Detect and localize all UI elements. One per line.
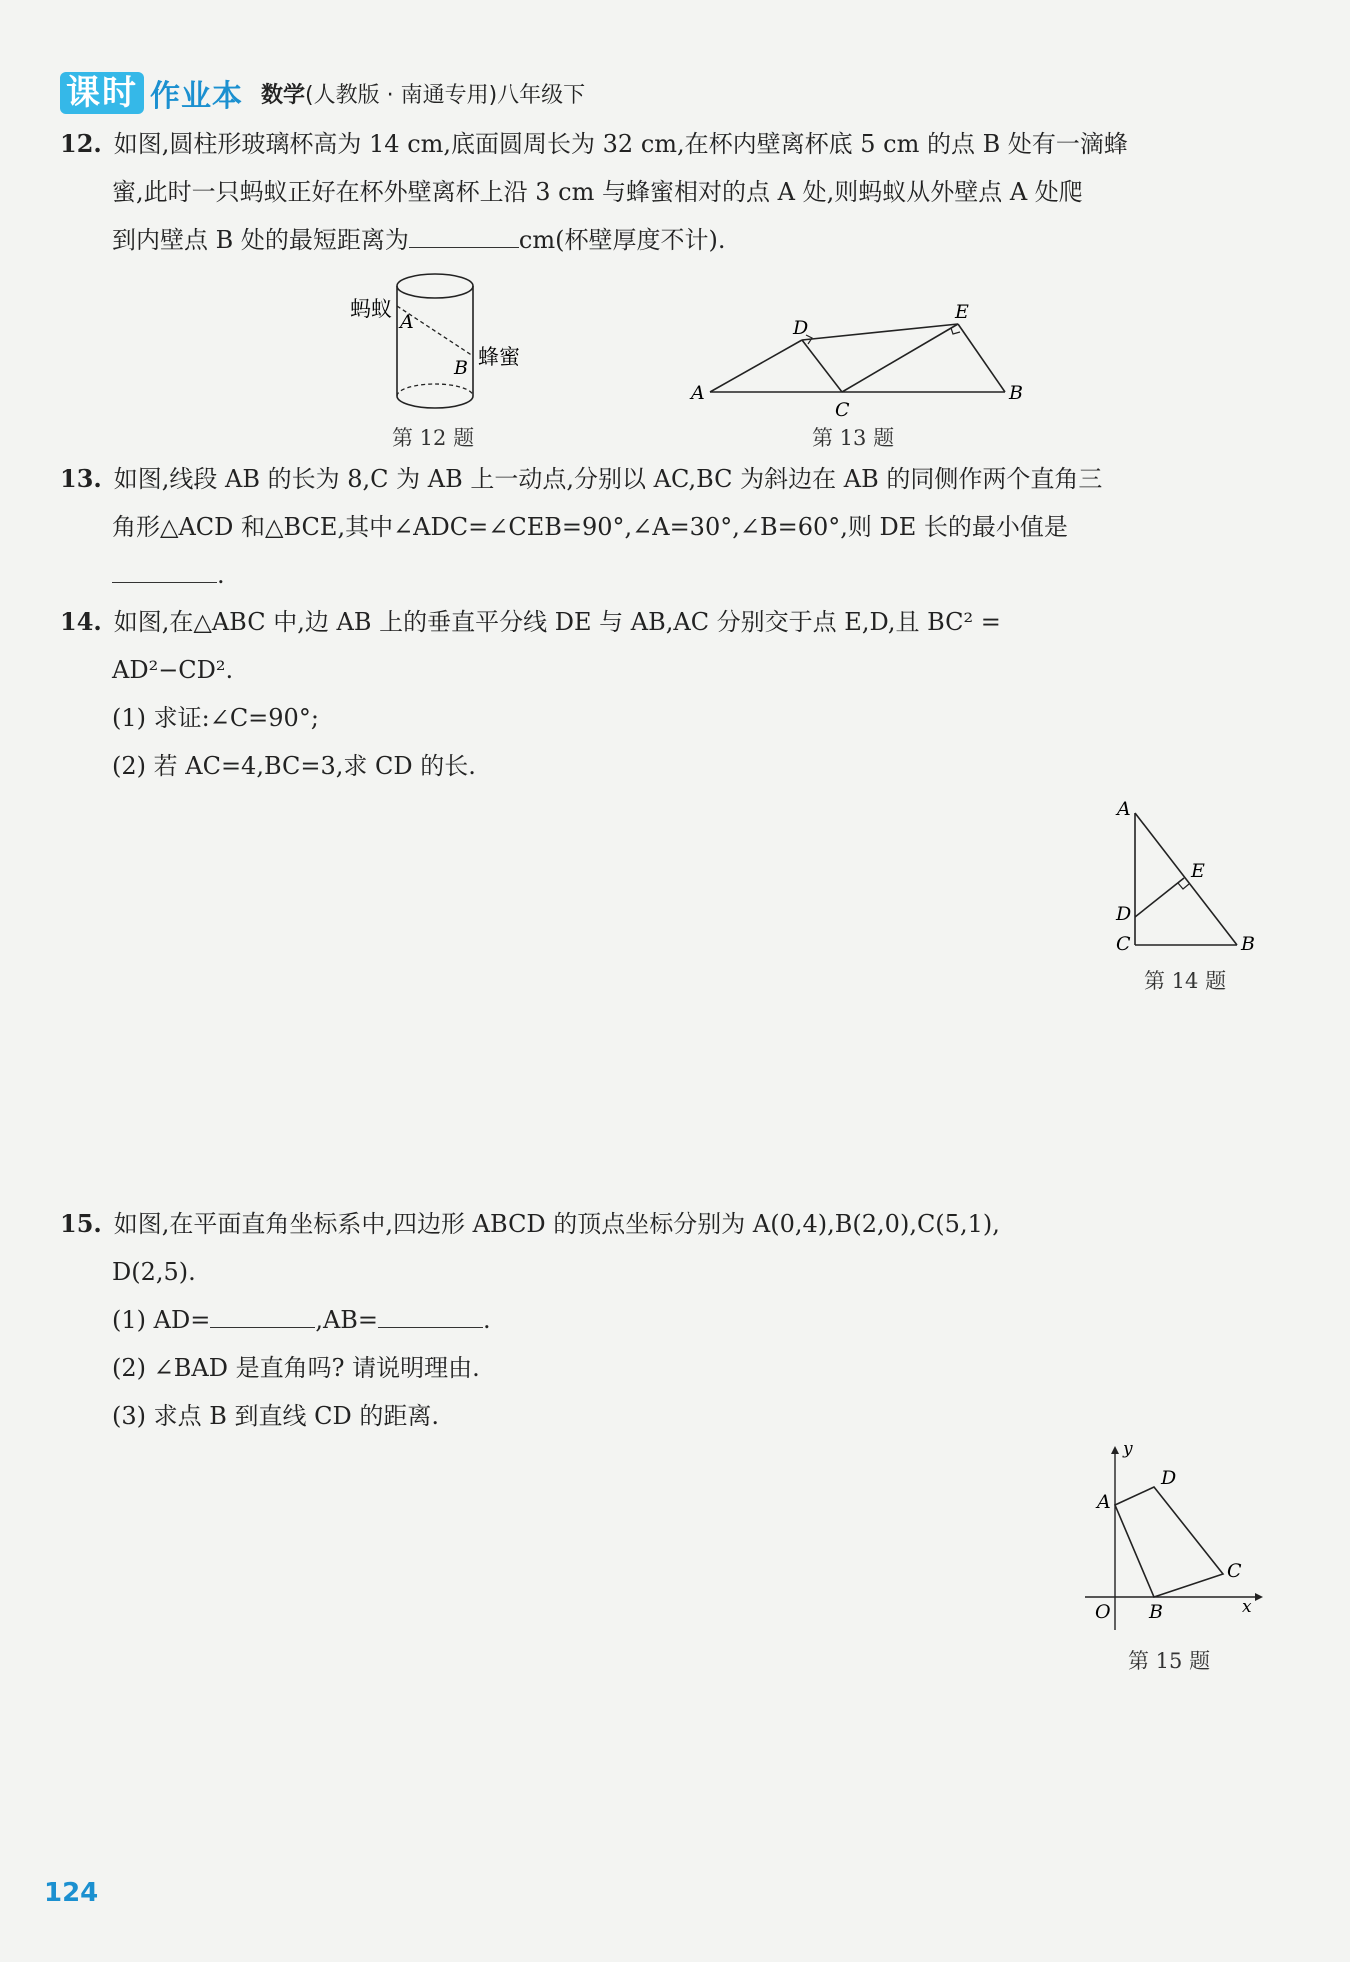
answer-blank-AD[interactable] bbox=[210, 1299, 315, 1328]
segment-AD bbox=[710, 340, 802, 392]
question-number: 12. bbox=[60, 129, 102, 158]
label-honey: 蜂蜜 bbox=[478, 345, 520, 369]
question-text: 蜜,此时一只蚂蚁正好在杯外壁离杯上沿 3 cm 与蜂蜜相对的点 A 处,则蚂蚁从外壁点 A 处爬 bbox=[112, 178, 1083, 206]
edition-label: (人教版 · 南通专用)八年级下 bbox=[305, 82, 586, 108]
segment-EB bbox=[958, 324, 1005, 392]
right-angle-E bbox=[951, 328, 960, 334]
label-O: O bbox=[1095, 1601, 1111, 1623]
question-part-2: (2) 若 AC=4,BC=3,求 CD 的长. bbox=[112, 752, 476, 780]
question-15 bbox=[60, 1200, 1260, 1440]
question-text: ,AB= bbox=[315, 1306, 379, 1334]
label-D: D bbox=[1116, 903, 1132, 925]
question-number: 14. bbox=[60, 607, 102, 636]
question-number: 15. bbox=[60, 1209, 102, 1238]
label-A: A bbox=[691, 382, 705, 404]
x-axis-arrow bbox=[1255, 1593, 1263, 1601]
label-A: A bbox=[1097, 1491, 1111, 1513]
book-header bbox=[60, 70, 585, 116]
label-x: x bbox=[1242, 1597, 1252, 1617]
label-C: C bbox=[1116, 933, 1131, 955]
answer-blank-AB[interactable] bbox=[378, 1299, 483, 1328]
question-text: . bbox=[217, 561, 225, 589]
subject-label: 数学 bbox=[261, 82, 306, 108]
question-text: AD²−CD². bbox=[112, 656, 234, 684]
brand-title: 作业本 bbox=[150, 79, 243, 114]
question-text: cm(杯壁厚度不计). bbox=[518, 226, 726, 254]
figure-14-caption: 第 14 题 bbox=[1144, 969, 1227, 993]
right-angle-E bbox=[1178, 883, 1189, 889]
book-subtitle bbox=[261, 78, 585, 109]
question-14 bbox=[60, 598, 1260, 790]
label-y: y bbox=[1123, 1440, 1133, 1459]
question-text: . bbox=[483, 1306, 491, 1334]
question-text: 如图,线段 AB 的长为 8,C 为 AB 上一动点,分别以 AC,BC 为斜边在 AB 的同侧作两个直角三 bbox=[113, 465, 1103, 493]
page-number: 124 bbox=[44, 1878, 99, 1908]
label-E: E bbox=[1191, 860, 1205, 882]
question-12 bbox=[60, 120, 1260, 264]
question-number: 13. bbox=[60, 464, 102, 493]
question-part-2: (2) ∠BAD 是直角吗? 请说明理由. bbox=[112, 1354, 480, 1382]
figure-13-triangles bbox=[685, 300, 1025, 420]
question-text: 如图,圆柱形玻璃杯高为 14 cm,底面圆周长为 32 cm,在杯内壁离杯底 5 cm 的点 B 处有一滴蜂 bbox=[113, 130, 1128, 158]
label-D: D bbox=[1161, 1467, 1177, 1489]
question-part-1: (1) 求证:∠C=90°; bbox=[112, 704, 319, 732]
question-part-3: (3) 求点 B 到直线 CD 的距离. bbox=[112, 1402, 440, 1430]
question-text: (1) AD= bbox=[112, 1306, 211, 1334]
segment-DC bbox=[802, 340, 842, 392]
label-C: C bbox=[1227, 1560, 1242, 1582]
label-C: C bbox=[835, 399, 850, 420]
figure-12-caption: 第 12 题 bbox=[392, 426, 475, 450]
segment-AB bbox=[1135, 813, 1237, 945]
cylinder-bottom-back bbox=[397, 384, 473, 396]
segment-DE bbox=[1135, 878, 1184, 917]
question-text: 如图,在△ABC 中,边 AB 上的垂直平分线 DE 与 AB,AC 分别交于点 E,D,且 BC² = bbox=[113, 608, 1001, 636]
figure-14-triangle bbox=[1105, 795, 1265, 965]
answer-blank[interactable] bbox=[409, 219, 519, 248]
label-B: B bbox=[454, 357, 468, 379]
brand-logo: 课时 bbox=[60, 72, 144, 114]
label-A: A bbox=[1117, 798, 1131, 820]
label-B: B bbox=[1241, 933, 1255, 955]
label-A: A bbox=[400, 311, 414, 333]
question-text: 到内壁点 B 处的最短距离为 bbox=[112, 226, 409, 254]
label-E: E bbox=[955, 301, 969, 323]
label-ant: 蚂蚁 bbox=[350, 297, 392, 321]
question-text: 角形△ACD 和△BCE,其中∠ADC=∠CEB=90°,∠A=30°,∠B=60°,则 DE 长的最小值是 bbox=[112, 513, 1068, 541]
question-13 bbox=[60, 455, 1260, 599]
figure-15-coordinate-plane bbox=[1075, 1440, 1275, 1630]
cylinder-top bbox=[397, 274, 473, 298]
y-axis-arrow bbox=[1111, 1446, 1119, 1454]
question-text: 如图,在平面直角坐标系中,四边形 ABCD 的顶点坐标分别为 A(0,4),B(2,0),C(5,1), bbox=[113, 1210, 1000, 1238]
label-B: B bbox=[1009, 382, 1023, 404]
label-D: D bbox=[793, 317, 809, 339]
question-text: D(2,5). bbox=[112, 1258, 196, 1286]
figure-15-caption: 第 15 题 bbox=[1128, 1649, 1211, 1673]
label-B: B bbox=[1149, 1601, 1163, 1623]
figure-13-caption: 第 13 题 bbox=[812, 426, 895, 450]
cylinder-bottom-front bbox=[397, 396, 473, 408]
answer-blank[interactable] bbox=[112, 554, 217, 583]
figure-12-cylinder bbox=[340, 268, 540, 428]
quadrilateral-ABCD bbox=[1115, 1487, 1223, 1597]
